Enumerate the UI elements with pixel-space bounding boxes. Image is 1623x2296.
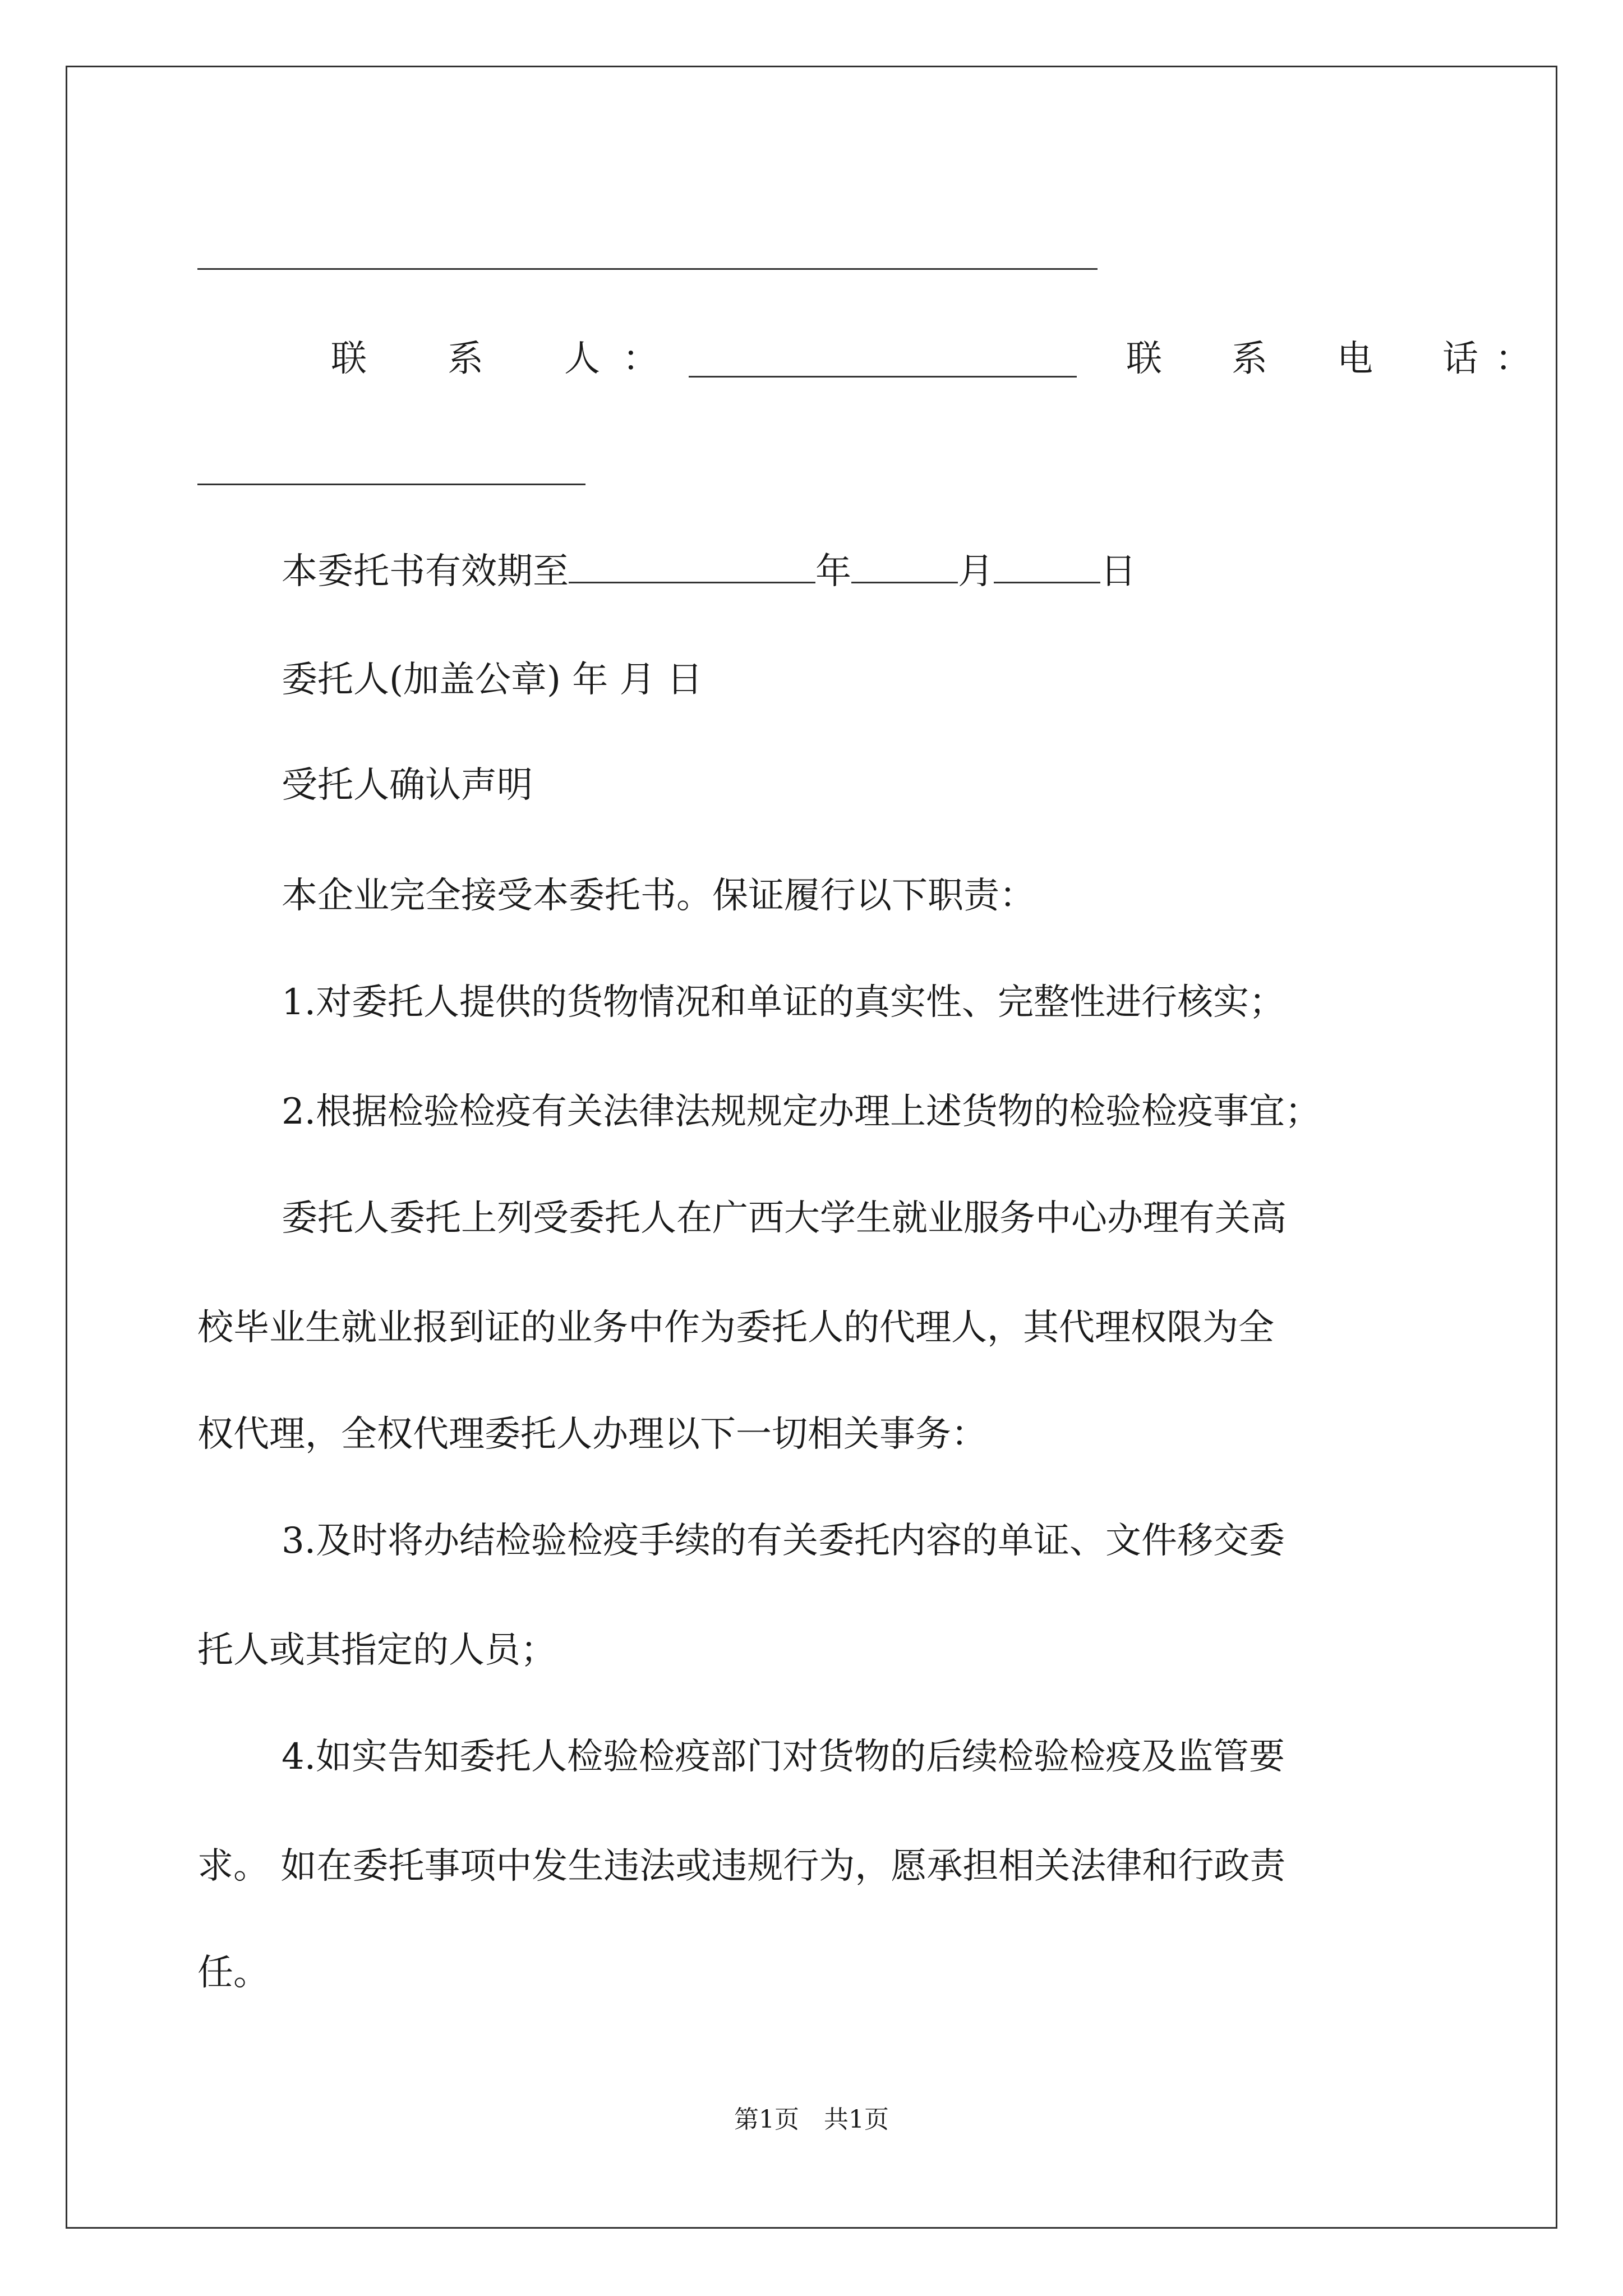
contact-phone-label: 联 系 电 话：: [1126, 338, 1548, 380]
top-blank-line: [197, 268, 1098, 270]
validity-year: 年: [815, 551, 851, 592]
page-footer: 第1页 共1页: [734, 2105, 889, 2134]
validity-prefix: 本委托书有效期至: [282, 551, 569, 592]
validity-month-blank: [851, 553, 958, 583]
page-border: [66, 66, 1557, 2229]
item-3-line-2: 托人或其指定的人员；: [197, 1630, 556, 1671]
para-a-line-1: 委托人委托上列受委托人在广西大学生就业服务中心办理有关高: [282, 1198, 1287, 1239]
contact-person-blank: [689, 376, 1077, 378]
item-3-line-1: 3.及时将办结检验检疫手续的有关委托内容的单证、文件移交委: [282, 1520, 1285, 1562]
validity-day-blank: [994, 553, 1100, 583]
para-a-line-2: 校毕业生就业报到证的业务中作为委托人的代理人，其代理权限为全: [197, 1307, 1274, 1349]
item-1: 1.对委托人提供的货物情况和单证的真实性、完整性进行核实；: [282, 982, 1285, 1023]
para-a-line-3: 权代理，全权代理委托人办理以下一切相关事务：: [197, 1414, 987, 1455]
validity-day: 日: [1100, 551, 1136, 592]
validity-month: 月: [958, 551, 994, 592]
item-4-line-2: 求。 如在委托事项中发生违法或违规行为，愿承担相关法律和行政责: [197, 1846, 1286, 1887]
contact-person-label: 联 系 人：: [331, 338, 681, 380]
item-2: 2.根据检验检疫有关法律法规规定办理上述货物的检验检疫事宜；: [282, 1091, 1321, 1133]
accept-line: 本企业完全接受本委托书。保证履行以下职责：: [282, 875, 1035, 917]
validity-line: [282, 553, 1136, 590]
confirm-title: 受托人确认声明: [282, 765, 533, 806]
item-4-line-1: 4.如实告知委托人检验检疫部门对货物的后续检验检疫及监管要: [282, 1736, 1285, 1778]
contact-phone-blank: [197, 484, 585, 485]
item-4-line-3: 任。: [197, 1952, 269, 1994]
validity-year-blank: [569, 553, 815, 583]
principal-seal-line: 委托人(加盖公章) 年 月 日: [282, 659, 703, 701]
